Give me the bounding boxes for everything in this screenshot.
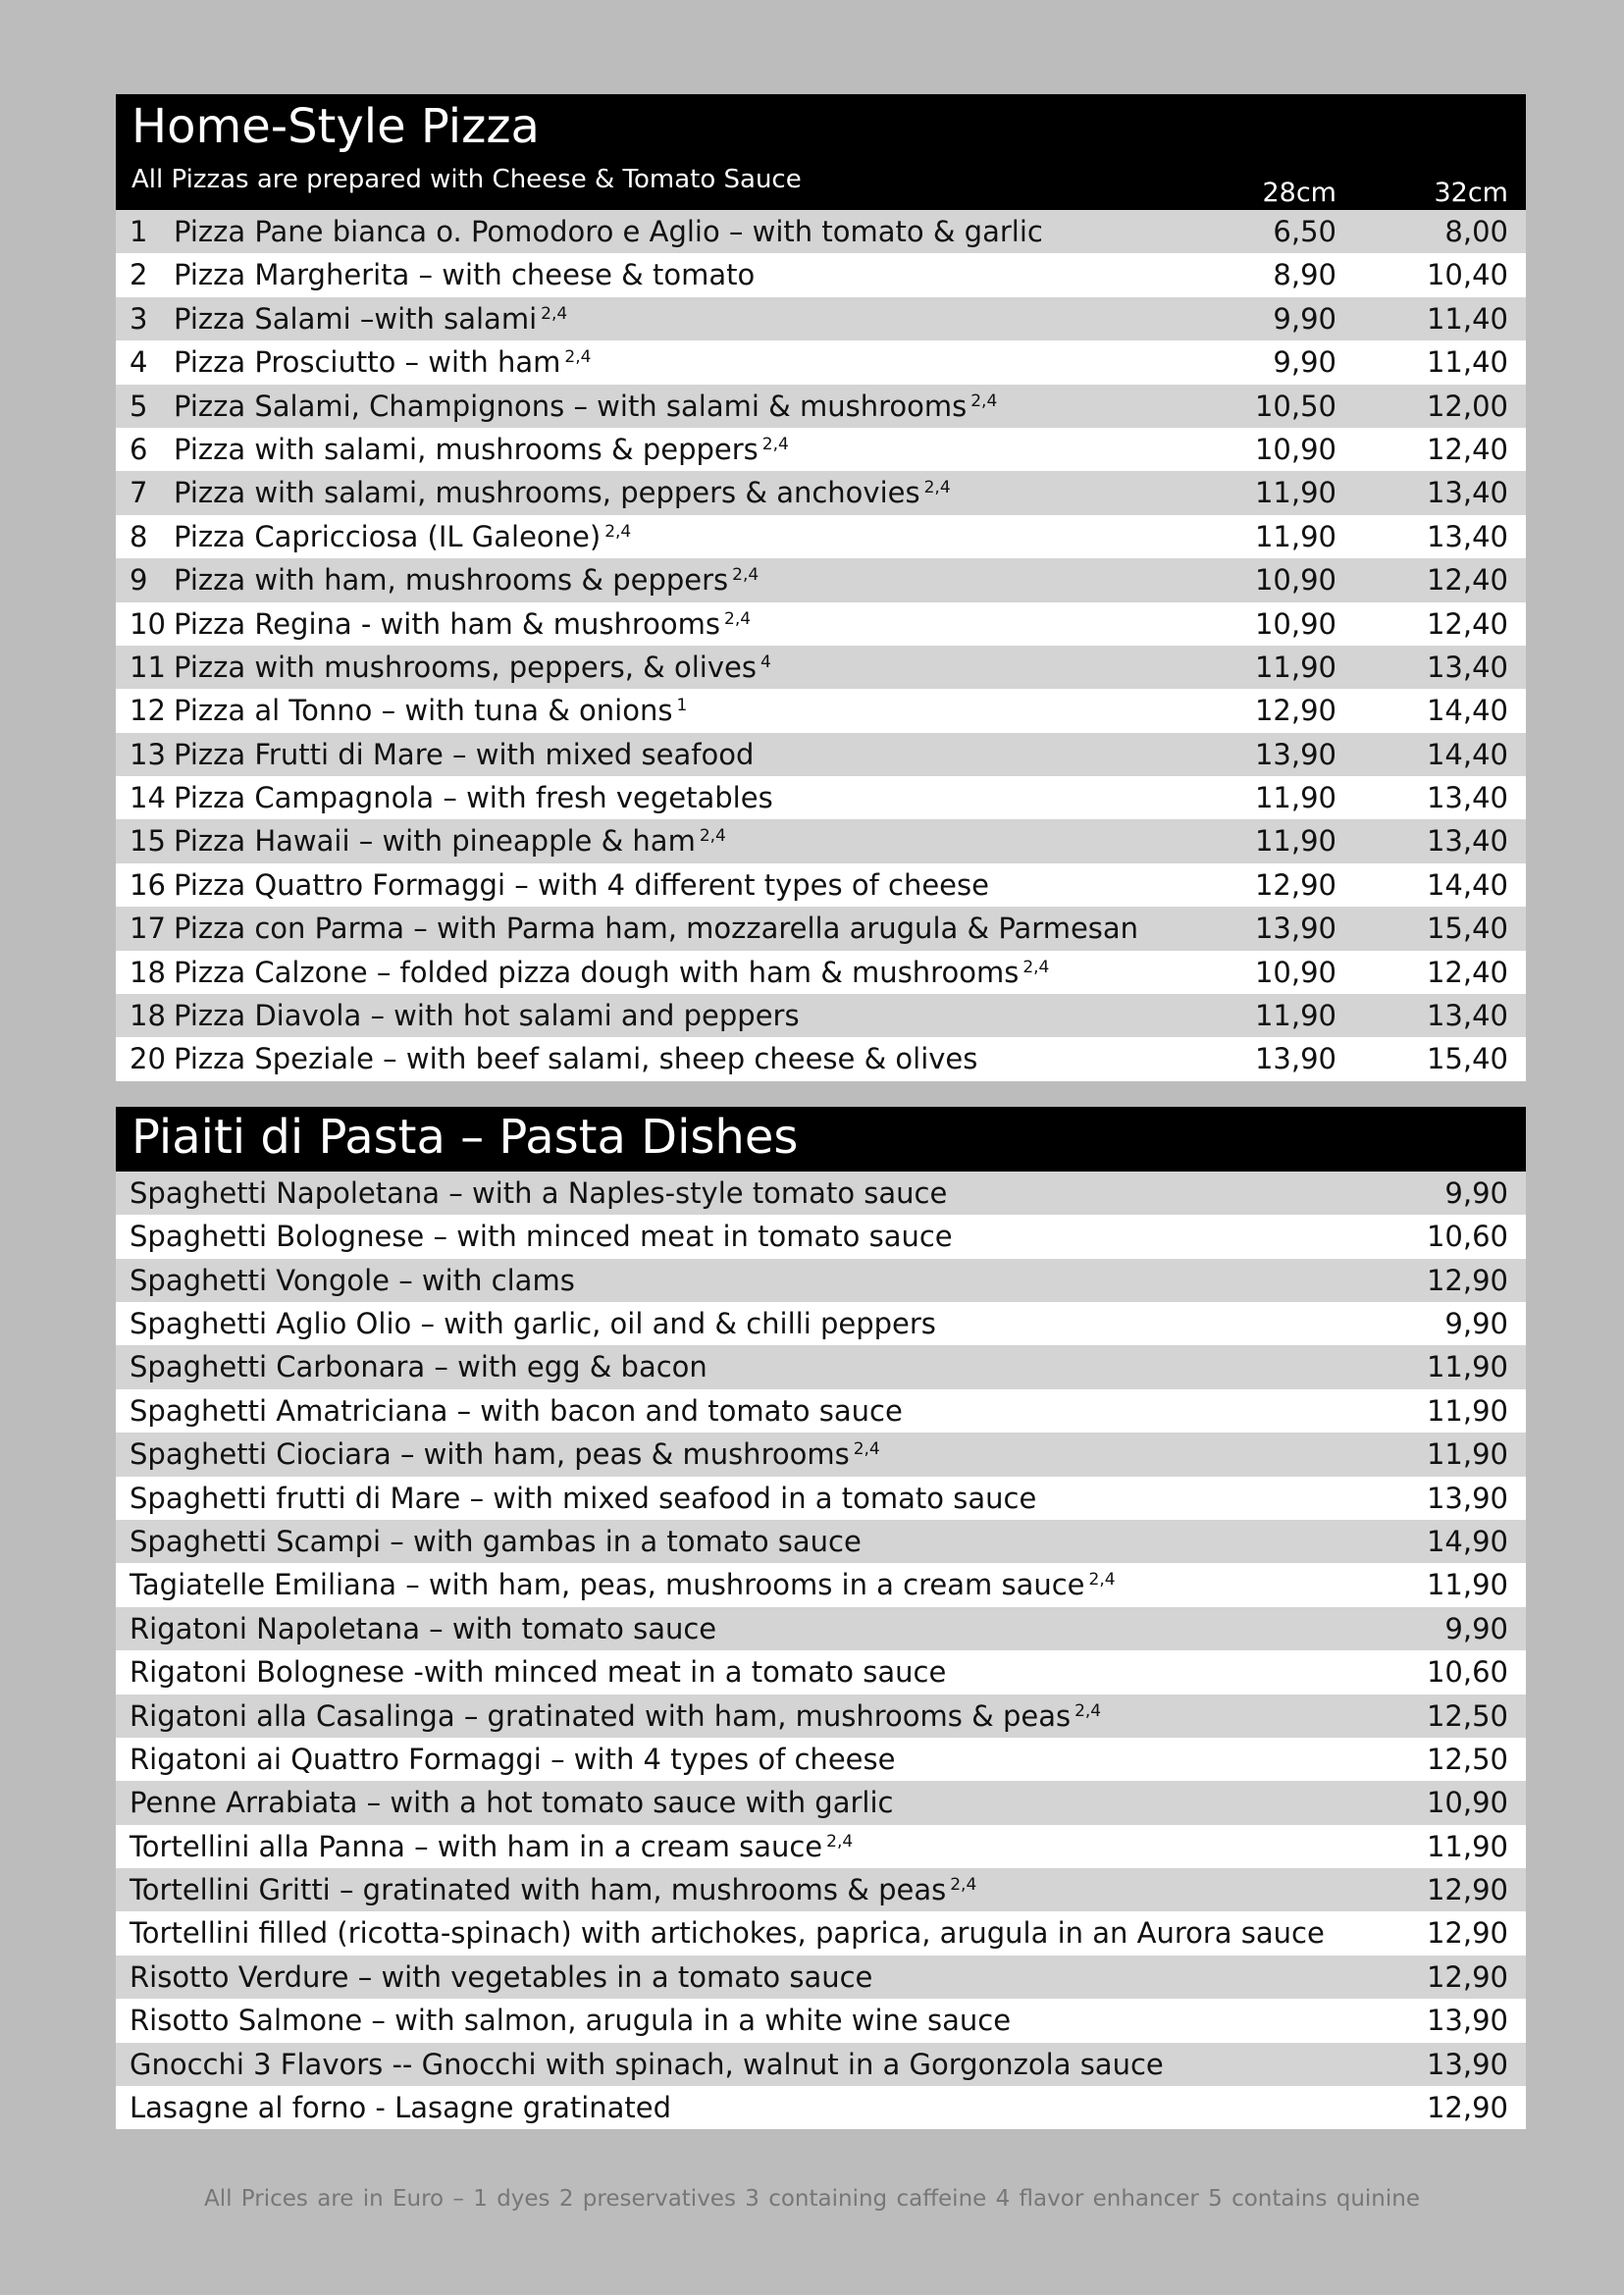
item-name [130, 1215, 953, 1258]
item-name-text: Pizza with ham, mushrooms & peppers [174, 563, 729, 598]
pizza-row [116, 210, 1526, 253]
item-number: 5 [130, 389, 148, 423]
item-name-text: Pizza Salami –with salami [174, 301, 538, 336]
pasta-row [116, 1781, 1526, 1824]
item-name [174, 776, 773, 819]
price-28cm: 10,90 [1254, 432, 1336, 466]
item-name [130, 1738, 895, 1781]
pizza-row [116, 907, 1526, 950]
pizza-row [116, 646, 1526, 689]
item-name [174, 994, 800, 1037]
item-name-text: Tortellini filled (ricotta-spinach) with artichokes, paprica, arugula in an Aurora sauce [130, 1916, 1325, 1951]
item-number: 17 [130, 912, 166, 946]
additive-codes: 2,4 [950, 1875, 977, 1896]
item-price: 9,90 [1444, 1175, 1508, 1210]
item-name [174, 819, 726, 862]
item-name [174, 385, 997, 428]
item-price: 12,50 [1426, 1698, 1508, 1733]
item-name [174, 340, 591, 384]
item-price: 13,90 [1426, 2004, 1508, 2038]
price-28cm: 13,90 [1254, 1042, 1336, 1076]
pasta-row [116, 1956, 1526, 1999]
price-28cm: 10,90 [1254, 563, 1336, 598]
additive-codes: 2,4 [541, 303, 568, 324]
item-number: 6 [130, 432, 148, 466]
item-number: 13 [130, 737, 166, 771]
price-28cm: 10,90 [1254, 955, 1336, 989]
item-name [130, 1650, 946, 1694]
item-price: 14,90 [1426, 1524, 1508, 1558]
pizza-row [116, 951, 1526, 994]
price-32cm: 13,40 [1426, 476, 1508, 510]
item-name [174, 297, 567, 340]
item-price: 12,50 [1426, 1742, 1508, 1776]
item-name [130, 2043, 1164, 2086]
item-name-text: Rigatoni Napoletana – with tomato sauce [130, 1611, 717, 1645]
item-name [130, 1433, 880, 1476]
item-name-text: Pizza Calzone – folded pizza dough with ham & mushrooms [174, 955, 1020, 989]
item-name [174, 863, 989, 907]
item-name-text: Spaghetti Vongole – with clams [130, 1263, 575, 1297]
item-name-text: Pizza Salami, Champignons – with salami & mushrooms [174, 389, 968, 423]
price-32cm: 11,40 [1426, 301, 1508, 336]
item-name [174, 907, 1138, 950]
pizza-row [116, 515, 1526, 558]
item-price: 12,90 [1426, 1263, 1508, 1297]
item-name-text: Pizza Diavola – with hot salami and peppers [174, 999, 800, 1033]
price-32cm: 12,40 [1426, 563, 1508, 598]
pasta-row [116, 1738, 1526, 1781]
additive-codes: 1 [676, 696, 688, 716]
pasta-row [116, 1563, 1526, 1606]
price-32cm: 13,40 [1426, 650, 1508, 684]
item-number: 16 [130, 867, 166, 902]
pasta-row [116, 1302, 1526, 1345]
pasta-row [116, 1389, 1526, 1433]
pasta-row [116, 1433, 1526, 1476]
item-name-text: Rigatoni ai Quattro Formaggi – with 4 types of cheese [130, 1742, 896, 1776]
price-28cm: 11,90 [1254, 999, 1336, 1033]
pizza-row [116, 994, 1526, 1037]
item-name [130, 1389, 903, 1433]
pasta-row [116, 1172, 1526, 1215]
item-number: 4 [130, 345, 148, 380]
item-price: 11,90 [1426, 1829, 1508, 1863]
additive-codes: 2,4 [1022, 957, 1050, 977]
item-price: 9,90 [1444, 1611, 1508, 1645]
pizza-row [116, 428, 1526, 471]
additive-codes: 2,4 [724, 608, 752, 629]
price-32cm: 13,40 [1426, 519, 1508, 553]
price-32cm: 14,40 [1426, 737, 1508, 771]
item-name-text: Spaghetti Napoletana – with a Naples-style tomato sauce [130, 1175, 948, 1210]
item-name [174, 646, 771, 689]
pasta-row [116, 1825, 1526, 1868]
pasta-section-header [116, 1107, 1526, 1172]
price-32cm: 12,40 [1426, 955, 1508, 989]
item-name [174, 515, 631, 558]
size-32cm-header: 32cm [1434, 178, 1508, 208]
item-name-text: Pizza Speziale – with beef salami, sheep cheese & olives [174, 1042, 978, 1076]
item-number: 18 [130, 999, 166, 1033]
item-name [130, 1607, 716, 1650]
item-number: 9 [130, 563, 148, 598]
item-number: 12 [130, 694, 166, 728]
item-number: 11 [130, 650, 166, 684]
item-price: 9,90 [1444, 1306, 1508, 1340]
pasta-section-title: Piaiti di Pasta – Pasta Dishes [131, 1109, 799, 1165]
item-price: 12,90 [1426, 1959, 1508, 1994]
additive-codes: 2,4 [1088, 1570, 1116, 1591]
price-32cm: 11,40 [1426, 345, 1508, 380]
menu [116, 94, 1526, 2129]
item-name [130, 1911, 1325, 1955]
item-number: 14 [130, 781, 166, 815]
item-name-text: Risotto Verdure – with vegetables in a tomato sauce [130, 1959, 873, 1994]
pizza-row [116, 689, 1526, 732]
price-32cm: 8,00 [1444, 215, 1508, 248]
item-name [130, 1781, 893, 1824]
item-name-text: Gnocchi 3 Flavors -- Gnocchi with spinach, walnut in a Gorgonzola sauce [130, 2047, 1164, 2081]
item-name-text: Pizza with salami, mushrooms, peppers & anchovies [174, 476, 920, 510]
item-name [130, 1825, 853, 1868]
price-32cm: 15,40 [1426, 1042, 1508, 1076]
item-name-text: Spaghetti Ciociara – with ham, peas & mushrooms [130, 1437, 850, 1472]
price-28cm: 9,90 [1273, 301, 1336, 336]
additive-codes: 2,4 [970, 391, 998, 411]
item-name [174, 602, 751, 646]
price-28cm: 11,90 [1254, 824, 1336, 859]
pizza-section-subtitle: All Pizzas are prepared with Cheese & Tomato Sauce [131, 165, 802, 194]
allergen-footnote: All Prices are in Euro – 1 dyes 2 preservatives 3 containing caffeine 4 flavor enhancer 5 contains quinine [203, 2186, 1421, 2212]
item-price: 11,90 [1426, 1350, 1508, 1384]
item-name-text: Pizza Hawaii – with pineapple & ham [174, 824, 696, 859]
item-number: 20 [130, 1042, 166, 1076]
pizza-row [116, 297, 1526, 340]
item-name-text: Pizza Campagnola – with fresh vegetables [174, 781, 773, 815]
price-32cm: 14,40 [1426, 694, 1508, 728]
additive-codes: 2,4 [604, 521, 632, 542]
item-name-text: Pizza Regina - with ham & mushrooms [174, 606, 720, 641]
item-number: 3 [130, 301, 148, 336]
item-name-text: Pizza Capricciosa (IL Galeone) [174, 519, 602, 553]
pizza-row [116, 253, 1526, 296]
pasta-row [116, 1259, 1526, 1302]
item-name [174, 733, 754, 776]
item-name-text: Pizza Frutti di Mare – with mixed seafood [174, 737, 755, 771]
item-number: 2 [130, 258, 148, 292]
item-price: 11,90 [1426, 1393, 1508, 1428]
item-name-text: Pizza con Parma – with Parma ham, mozzarella arugula & Parmesan [174, 912, 1139, 946]
item-name [130, 1695, 1101, 1738]
additive-codes: 2,4 [761, 434, 789, 454]
item-name-text: Rigatoni alla Casalinga – gratinated with ham, mushrooms & peas [130, 1698, 1072, 1733]
item-price: 11,90 [1426, 1568, 1508, 1602]
item-price: 13,90 [1426, 2047, 1508, 2081]
item-name [130, 1999, 1011, 2042]
item-name-text: Pizza with salami, mushrooms & peppers [174, 432, 759, 466]
item-name-text: Tortellini alla Panna – with ham in a cream sauce [130, 1829, 823, 1863]
price-32cm: 15,40 [1426, 912, 1508, 946]
item-name [174, 428, 789, 471]
pizza-row [116, 863, 1526, 907]
pasta-row [116, 1607, 1526, 1650]
additive-codes: 2,4 [564, 347, 592, 368]
item-name [174, 1037, 977, 1080]
additive-codes: 2,4 [826, 1831, 854, 1852]
item-name-text: Risotto Salmone – with salmon, arugula in a white wine sauce [130, 2004, 1012, 2038]
item-name-text: Rigatoni Bolognese -with minced meat in a tomato sauce [130, 1655, 947, 1690]
price-32cm: 10,40 [1426, 258, 1508, 292]
item-name [174, 558, 759, 601]
pasta-row [116, 1868, 1526, 1911]
price-32cm: 12,00 [1426, 389, 1508, 423]
price-28cm: 12,90 [1254, 867, 1336, 902]
pasta-row [116, 1911, 1526, 1955]
price-28cm: 11,90 [1254, 519, 1336, 553]
price-32cm: 13,40 [1426, 999, 1508, 1033]
pizza-row [116, 1037, 1526, 1080]
additive-codes: 2,4 [699, 826, 726, 847]
item-number: 8 [130, 519, 148, 553]
item-name [130, 2086, 671, 2129]
item-name [130, 1172, 947, 1215]
pizza-row [116, 340, 1526, 384]
item-price: 12,90 [1426, 1873, 1508, 1907]
price-28cm: 6,50 [1273, 215, 1336, 248]
pizza-row [116, 819, 1526, 862]
item-price: 10,90 [1426, 1786, 1508, 1820]
price-28cm: 8,90 [1273, 258, 1336, 292]
price-32cm: 13,40 [1426, 824, 1508, 859]
item-price: 12,90 [1426, 2091, 1508, 2125]
price-28cm: 12,90 [1254, 694, 1336, 728]
additive-codes: 4 [760, 652, 771, 672]
price-28cm: 10,90 [1254, 606, 1336, 641]
price-32cm: 14,40 [1426, 867, 1508, 902]
price-32cm: 12,40 [1426, 432, 1508, 466]
pasta-row [116, 1520, 1526, 1563]
item-price: 12,90 [1426, 1916, 1508, 1951]
item-name-text: Spaghetti Scampi – with gambas in a tomato sauce [130, 1524, 862, 1558]
pizza-row [116, 471, 1526, 514]
item-name [174, 471, 951, 514]
item-price: 10,60 [1426, 1655, 1508, 1690]
additive-codes: 2,4 [732, 565, 760, 586]
item-number: 7 [130, 476, 148, 510]
item-name [130, 1345, 707, 1388]
pasta-row [116, 1477, 1526, 1520]
pasta-row [116, 1999, 1526, 2042]
item-number: 10 [130, 606, 166, 641]
pizza-section-title: Home-Style Pizza [131, 99, 540, 154]
pasta-row [116, 1695, 1526, 1738]
item-name-text: Pizza Prosciutto – with ham [174, 345, 561, 380]
item-name-text: Tagiatelle Emiliana – with ham, peas, mushrooms in a cream sauce [130, 1568, 1085, 1602]
price-32cm: 13,40 [1426, 781, 1508, 815]
price-28cm: 10,50 [1254, 389, 1336, 423]
item-name-text: Spaghetti Amatriciana – with bacon and tomato sauce [130, 1393, 903, 1428]
pizza-row [116, 385, 1526, 428]
pasta-list [116, 1172, 1526, 2130]
price-28cm: 13,90 [1254, 737, 1336, 771]
additive-codes: 2,4 [1074, 1700, 1102, 1721]
pizza-row [116, 733, 1526, 776]
item-name [130, 1868, 976, 1911]
item-name [130, 1563, 1116, 1606]
pasta-row [116, 1345, 1526, 1388]
additive-codes: 2,4 [923, 478, 951, 498]
pizza-row [116, 776, 1526, 819]
size-28cm-header: 28cm [1262, 178, 1336, 208]
pasta-row [116, 1650, 1526, 1694]
item-name-text: Pizza Pane bianca o. Pomodoro e Aglio – with tomato & garlic [174, 215, 1043, 248]
price-28cm: 11,90 [1254, 650, 1336, 684]
item-number: 1 [130, 215, 148, 248]
price-32cm: 12,40 [1426, 606, 1508, 641]
item-name-text: Pizza Quattro Formaggi – with 4 different types of cheese [174, 867, 989, 902]
price-28cm: 11,90 [1254, 781, 1336, 815]
additive-codes: 2,4 [853, 1439, 880, 1460]
pizza-row [116, 602, 1526, 646]
price-28cm: 9,90 [1273, 345, 1336, 380]
pizza-row [116, 558, 1526, 601]
item-name-text: Spaghetti Carbonara – with egg & bacon [130, 1350, 707, 1384]
item-name [130, 1259, 575, 1302]
item-name-text: Pizza with mushrooms, peppers, & olives [174, 650, 757, 684]
item-name [130, 1956, 872, 1999]
item-name [130, 1477, 1036, 1520]
item-name-text: Spaghetti frutti di Mare – with mixed seafood in a tomato sauce [130, 1481, 1037, 1515]
item-name-text: Tortellini Gritti – gratinated with ham, mushrooms & peas [130, 1873, 947, 1907]
pasta-row [116, 2086, 1526, 2129]
item-number: 15 [130, 824, 166, 859]
item-name-text: Spaghetti Aglio Olio – with garlic, oil and & chilli peppers [130, 1306, 936, 1340]
item-name [130, 1302, 936, 1345]
pasta-row [116, 1215, 1526, 1258]
price-28cm: 11,90 [1254, 476, 1336, 510]
item-name [174, 689, 687, 732]
item-name [174, 253, 755, 296]
item-name-text: Pizza Margherita – with cheese & tomato [174, 258, 756, 292]
pizza-list [116, 210, 1526, 1081]
item-name [174, 210, 1043, 253]
item-price: 13,90 [1426, 1481, 1508, 1515]
price-28cm: 13,90 [1254, 912, 1336, 946]
item-name-text: Lasagne al forno - Lasagne gratinated [130, 2091, 672, 2125]
item-name-text: Pizza al Tonno – with tuna & onions [174, 694, 673, 728]
item-name-text: Penne Arrabiata – with a hot tomato sauce with garlic [130, 1786, 894, 1820]
pasta-row [116, 2043, 1526, 2086]
item-price: 11,90 [1426, 1437, 1508, 1472]
item-number: 18 [130, 955, 166, 989]
item-price: 10,60 [1426, 1220, 1508, 1254]
item-name-text: Spaghetti Bolognese – with minced meat in tomato sauce [130, 1220, 953, 1254]
item-name [130, 1520, 862, 1563]
pizza-section-header [116, 94, 1526, 210]
item-name [174, 951, 1049, 994]
